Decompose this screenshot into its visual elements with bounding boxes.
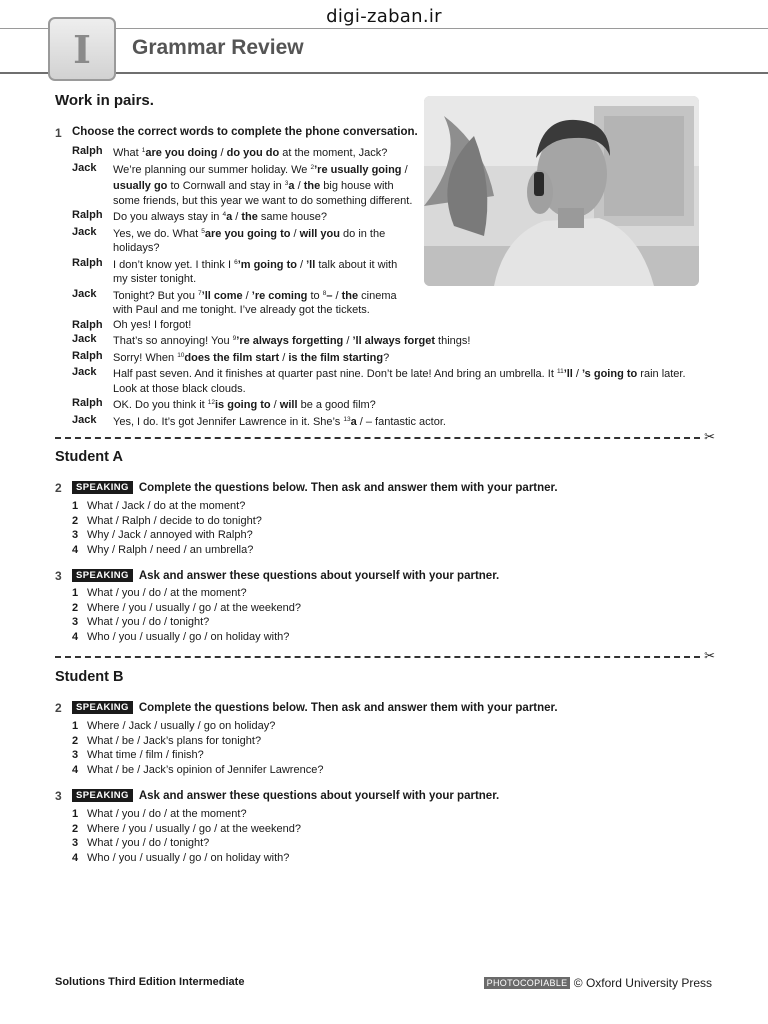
scissors-icon: ✂ bbox=[704, 429, 715, 444]
student-b-ex2-questions bbox=[72, 719, 323, 777]
section-intro: Work in pairs. bbox=[55, 92, 154, 109]
photo-man-on-phone bbox=[424, 96, 699, 286]
question-item bbox=[72, 836, 301, 851]
dialogue-text: Tonight? But you $^7$’ll come / ’re coming to $^8$– / the cinema with Paul and me tonight. I’ve already got the tickets. bbox=[113, 289, 397, 316]
photocopiable-badge: PHOTOCOPIABLE bbox=[484, 977, 571, 989]
speaker-name: Ralph bbox=[72, 145, 103, 157]
question-item bbox=[72, 851, 301, 866]
cut-line-1 bbox=[55, 429, 715, 444]
question-text: What / be / Jack’s plans for tonight? bbox=[87, 734, 262, 747]
publisher: © Oxford University Press bbox=[573, 976, 712, 990]
question-item bbox=[72, 543, 262, 558]
question-text: What / you / do / at the moment? bbox=[87, 808, 247, 820]
question-text: What / Ralph / decide to do tonight? bbox=[87, 514, 262, 527]
dialogue-line bbox=[72, 396, 692, 413]
question-number: 3 bbox=[72, 749, 79, 761]
student-b-ex3-instruction bbox=[72, 789, 499, 802]
unit-badge: I bbox=[48, 17, 116, 81]
question-text: Why / Ralph / need / an umbrella? bbox=[87, 543, 254, 556]
speaker-name: Jack bbox=[72, 413, 97, 426]
dialogue-line bbox=[72, 413, 692, 430]
student-b-ex2-number: 2 bbox=[55, 701, 62, 715]
speaking-badge: SPEAKING bbox=[72, 701, 133, 714]
question-number: 4 bbox=[72, 851, 79, 864]
speaker-name: Jack bbox=[72, 287, 97, 300]
question-number: 3 bbox=[72, 616, 79, 628]
dialogue-text: We’re planning our summer holiday. We $^2$’re usually going / usually go to Cornwall and stay in $^3$a / the big house with some friends, but this year we want to do something different. bbox=[113, 163, 413, 207]
question-number: 3 bbox=[72, 837, 79, 849]
speaker-name: Ralph bbox=[72, 318, 103, 331]
site-watermark: digi-zaban.ir bbox=[326, 6, 442, 27]
speaker-name: Jack bbox=[72, 161, 97, 174]
question-item bbox=[72, 514, 262, 529]
question-number: 4 bbox=[72, 630, 79, 643]
student-a-ex3-instruction bbox=[72, 569, 499, 582]
question-item bbox=[72, 748, 323, 763]
speaker-name: Jack bbox=[72, 225, 97, 238]
question-number: 4 bbox=[72, 763, 79, 776]
exercise-1-instruction: Choose the correct words to complete the phone conversation. bbox=[72, 126, 418, 138]
dialogue-text: Sorry! When $^{10}$does the film start / is the film starting? bbox=[113, 351, 390, 364]
dialogue-text: Do you always stay in $^4$a / the same house? bbox=[113, 211, 327, 223]
student-b-heading: Student B bbox=[55, 669, 124, 685]
speaker-name: Ralph bbox=[72, 349, 103, 362]
question-text: What / you / do / at the moment? bbox=[87, 587, 247, 599]
speaker-name: Ralph bbox=[72, 209, 103, 221]
question-number: 2 bbox=[72, 822, 79, 835]
speaking-badge: SPEAKING bbox=[72, 569, 133, 582]
question-number: 4 bbox=[72, 543, 79, 556]
student-b-ex3-number: 3 bbox=[55, 789, 62, 803]
dialogue-text: Oh yes! I forgot! bbox=[113, 318, 192, 331]
dialogue-line bbox=[72, 332, 692, 349]
dashed-rule bbox=[55, 437, 700, 439]
photo-illustration bbox=[424, 96, 699, 286]
dialogue-text: Half past seven. And it finishes at quarter past nine. Don’t be late! And bring an umbrella. It $^{11}$’ll / ’s going to rain later. Look at those black clouds. bbox=[113, 368, 686, 395]
question-text: Who / you / usually / go / on holiday with? bbox=[87, 630, 290, 643]
question-text: What / you / do / tonight? bbox=[87, 616, 210, 628]
question-text: What / be / Jack’s opinion of Jennifer Lawrence? bbox=[87, 763, 324, 776]
student-a-ex2-questions bbox=[72, 499, 262, 557]
exercise-1-number: 1 bbox=[55, 126, 62, 140]
dialogue-text: That’s so annoying! You $^9$’re always forgetting / ’ll always forget things! bbox=[113, 335, 471, 347]
student-a-ex2-instruction bbox=[72, 481, 558, 494]
instruction-text: Complete the questions below. Then ask and answer them with your partner. bbox=[138, 702, 558, 714]
question-item bbox=[72, 601, 301, 616]
speaker-name: Ralph bbox=[72, 397, 103, 409]
question-number: 1 bbox=[72, 587, 79, 599]
question-text: Why / Jack / annoyed with Ralph? bbox=[87, 529, 253, 541]
dialogue-line bbox=[72, 287, 692, 318]
student-a-ex3-questions bbox=[72, 586, 301, 644]
dialogue-text: Yes, we do. What $^5$are you going to / will you do in the holidays? bbox=[113, 227, 386, 254]
question-item bbox=[72, 615, 301, 630]
question-item bbox=[72, 586, 301, 601]
instruction-text: Ask and answer these questions about yourself with your partner. bbox=[138, 570, 500, 582]
question-text: What / you / do / tonight? bbox=[87, 837, 210, 849]
speaker-name: Jack bbox=[72, 366, 97, 378]
question-text: What time / film / finish? bbox=[87, 749, 204, 761]
student-b-ex2-instruction bbox=[72, 701, 558, 714]
question-item bbox=[72, 807, 301, 822]
instruction-text: Complete the questions below. Then ask and answer them with your partner. bbox=[138, 482, 558, 494]
footer-book-title: Solutions Third Edition Intermediate bbox=[55, 976, 245, 988]
question-item bbox=[72, 763, 323, 778]
question-number: 1 bbox=[72, 500, 79, 512]
question-number: 2 bbox=[72, 514, 79, 527]
student-a-ex3-number: 3 bbox=[55, 569, 62, 583]
question-item bbox=[72, 528, 262, 543]
dialogue-line bbox=[72, 318, 692, 333]
student-b-ex3-questions bbox=[72, 807, 301, 865]
question-item bbox=[72, 719, 323, 734]
question-number: 1 bbox=[72, 808, 79, 820]
student-a-ex2-number: 2 bbox=[55, 481, 62, 495]
dialogue-line bbox=[72, 365, 692, 396]
dialogue-line bbox=[72, 349, 692, 366]
dialogue-text: Yes, I do. It’s got Jennifer Lawrence in it. She’s $^{13}$a / – fantastic actor. bbox=[113, 415, 446, 428]
footer-copyright bbox=[484, 976, 712, 990]
speaker-name: Jack bbox=[72, 333, 97, 345]
speaker-name: Ralph bbox=[72, 256, 103, 269]
student-a-heading: Student A bbox=[55, 449, 123, 465]
question-text: What / Jack / do at the moment? bbox=[87, 500, 246, 512]
cut-line-2 bbox=[55, 648, 715, 663]
scissors-icon: ✂ bbox=[704, 648, 715, 663]
question-number: 2 bbox=[72, 734, 79, 747]
question-item bbox=[72, 734, 323, 749]
page-title: Grammar Review bbox=[132, 36, 304, 59]
speaking-badge: SPEAKING bbox=[72, 789, 133, 802]
question-item bbox=[72, 630, 301, 645]
question-number: 3 bbox=[72, 529, 79, 541]
dialogue-text: OK. Do you think it $^{12}$is going to / will be a good film? bbox=[113, 399, 376, 411]
instruction-text: Ask and answer these questions about yourself with your partner. bbox=[138, 790, 500, 802]
dialogue-text: What $^1$are you doing / do you do at the moment, Jack? bbox=[113, 147, 388, 159]
question-number: 2 bbox=[72, 601, 79, 614]
question-text: Where / you / usually / go / at the weekend? bbox=[87, 822, 302, 835]
question-number: 1 bbox=[72, 720, 79, 732]
dialogue-text: I don’t know yet. I think I $^6$’m going to / ’ll talk about it with my sister tonight. bbox=[113, 258, 398, 285]
question-text: Who / you / usually / go / on holiday with? bbox=[87, 851, 290, 864]
question-text: Where / Jack / usually / go on holiday? bbox=[87, 720, 276, 732]
question-text: Where / you / usually / go / at the weekend? bbox=[87, 601, 302, 614]
dashed-rule bbox=[55, 656, 700, 658]
question-item bbox=[72, 499, 262, 514]
speaking-badge: SPEAKING bbox=[72, 481, 133, 494]
question-item bbox=[72, 822, 301, 837]
